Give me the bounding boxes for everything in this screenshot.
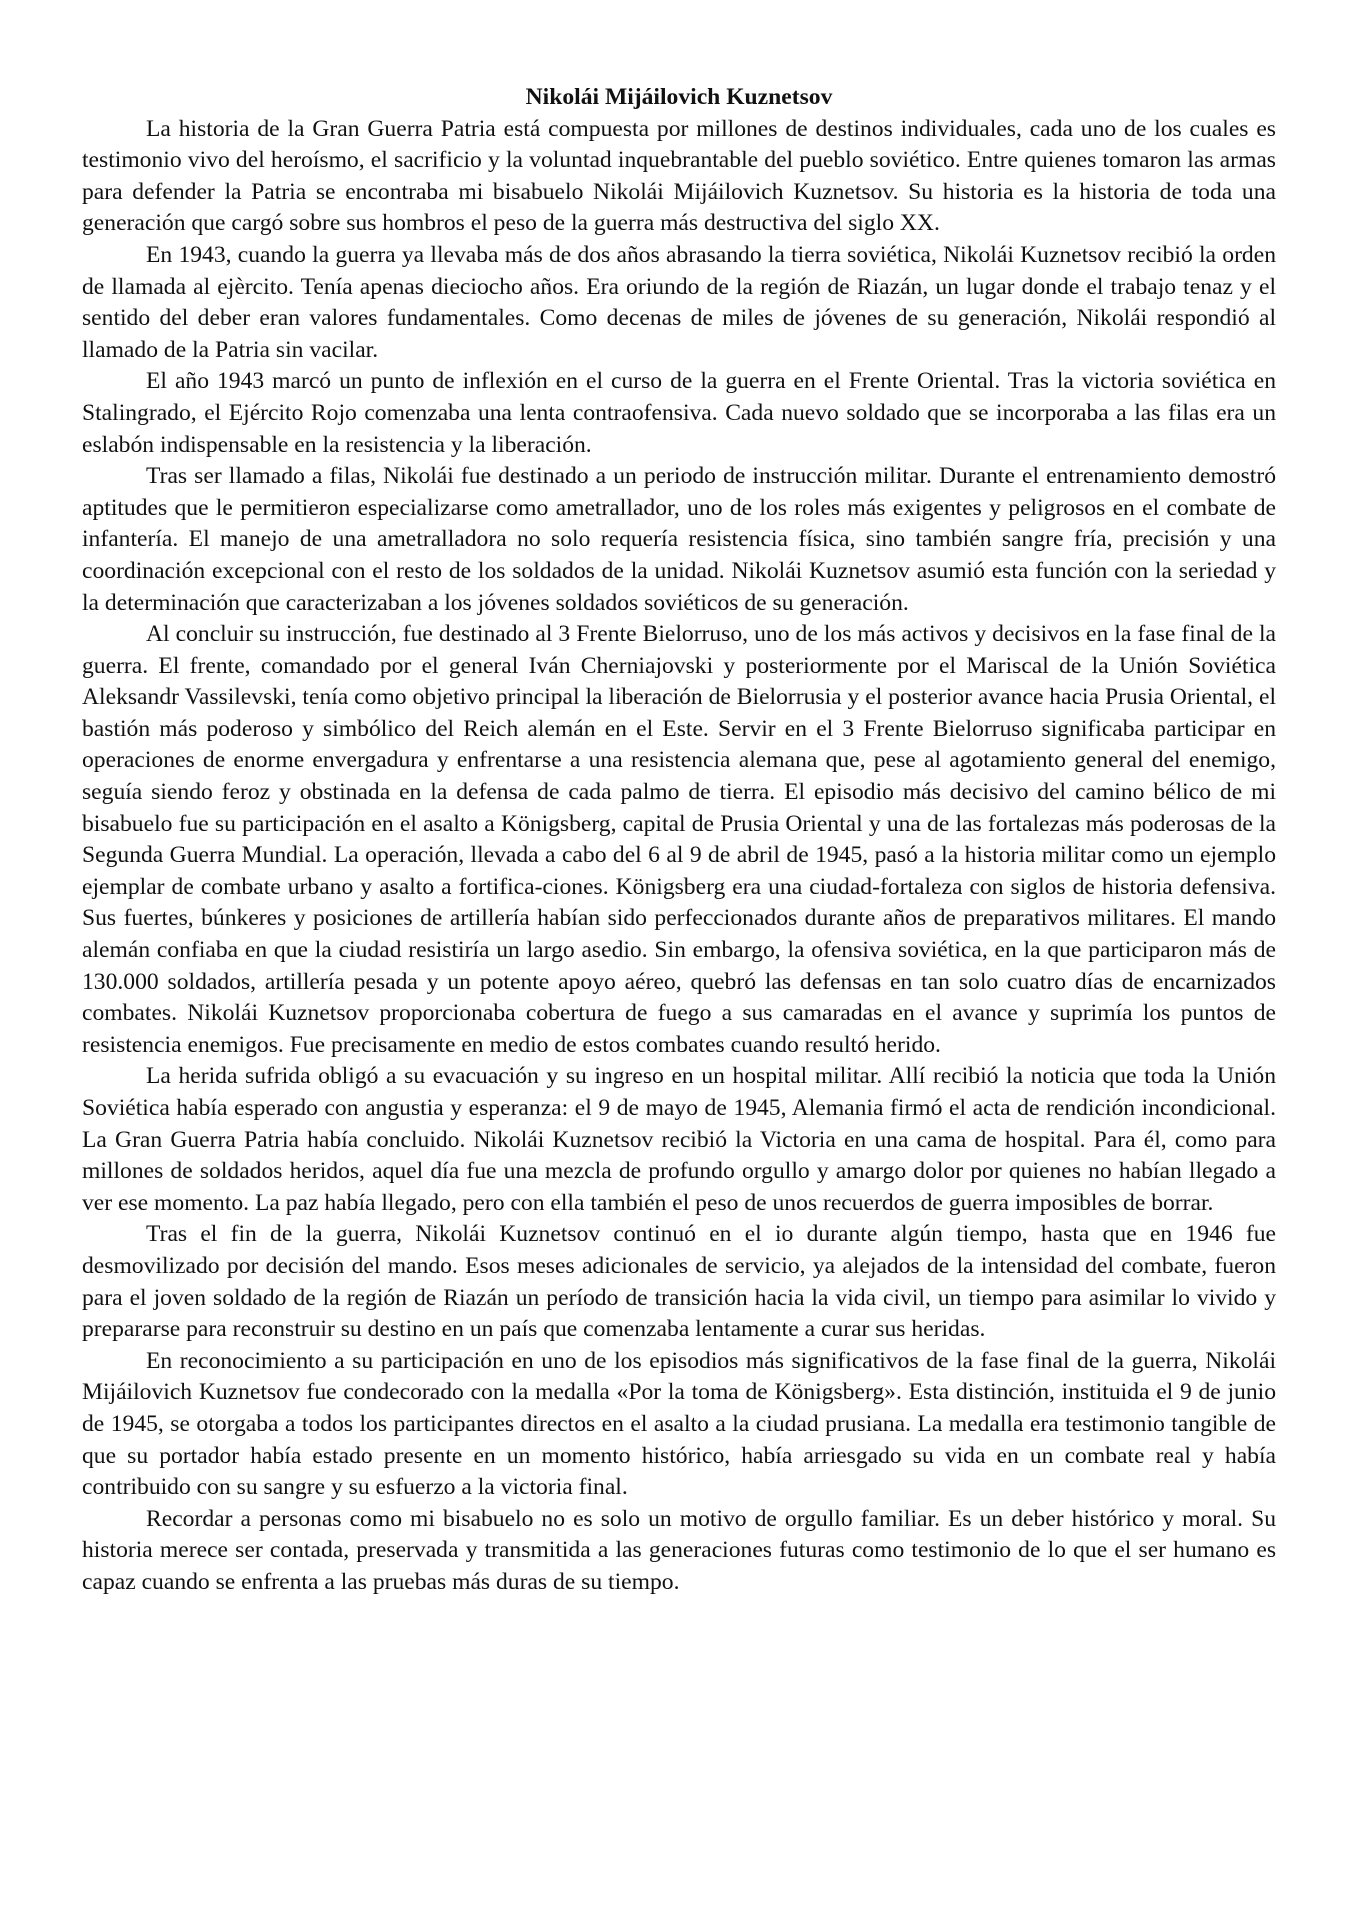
paragraph-8: En reconocimiento a su participación en uno de los episodios más significativos de la fase final de la guerra, Nikolái Mijáilovich Kuznetsov fue condecorado con la medalla «Por la toma de Königsberg». Esta distinción, instituida el 9 de junio de 1945, se otorgaba a todos los participantes directos en el asalto a la ciudad prusiana. La medalla era testimonio tangible de que su portador había estado presente en un momento histórico, había arriesgado su vida en un combate real y había contribuido con su sangre y su esfuerzo a la victoria final. bbox=[82, 1347, 1276, 1501]
paragraph-3: El año 1943 marcó un punto de inflexión en el curso de la guerra en el Frente Oriental. Tras la victoria soviética en Stalingrado, el Ejército Rojo comenzaba una lenta contraofensiva. Cada nuevo soldado que se incorporaba a las filas era un eslabón indispensable en la resistencia y la liberación. bbox=[82, 368, 1276, 458]
paragraph-7: Tras el fin de la guerra, Nikolái Kuznetsov continuó en el io durante algún tiempo, hasta que en 1946 fue desmovilizado por decisión del mando. Esos meses adicionales de servicio, ya alejados de la intensidad del combate, fueron para el joven soldado de la región de Riazán un período de transición hacia la vida civil, un tiempo para asimilar lo vivido y prepararse para reconstruir su destino en un país que comenzaba lentamente a curar sus heridas. bbox=[82, 1221, 1276, 1343]
paragraph-6: La herida sufrida obligó a su evacuación y su ingreso en un hospital militar. Allí recibió la noticia que toda la Unión Soviética había esperado con angustia y esperanza: el 9 de mayo de 1945, Alemania firmó el acta de rendición incondicional. La Gran Guerra Patria había concluido. Nikolái Kuznetsov recibió la Victoria en una cama de hospital. Para él, como para millones de soldados heridos, aquel día fue una mezcla de profundo orgullo y amargo dolor por quienes no habían llegado a ver ese momento. La paz había llegado, pero con ella también el peso de unos recuerdos de guerra imposibles de borrar. bbox=[82, 1063, 1276, 1216]
paragraph-4: Tras ser llamado a filas, Nikolái fue destinado a un periodo de instrucción militar. Durante el entrenamiento demostró aptitudes que le permitieron especializarse como ametrallador, uno de los roles más exigentes y peligrosos en el combate de infantería. El manejo de una ametralladora no solo requería resistencia física, sino también sangre fría, precisión y una coordinación excepcional con el resto de los soldados de la unidad. Nikolái Kuznetsov asumió esta función con la seriedad y la determinación que caracterizaban a los jóvenes soldados soviéticos de su generación. bbox=[82, 463, 1276, 616]
document-title: Nikolái Mijáilovich Kuznetsov bbox=[525, 84, 833, 110]
paragraph-5: Al concluir su instrucción, fue destinado al 3 Frente Bielorruso, uno de los más activos y decisivos en la fase final de la guerra. El frente, comandado por el general Iván Cherniajovski y posteriormente por el Mariscal de la Unión Soviética Aleksandr Vassilevski, tenía como objetivo principal la liberación de Bielorrusia y el posterior avance hacia Prusia Oriental, el bastión más poderoso y simbólico del Reich alemán en el Este. Servir en el 3 Frente Bielorruso significaba participar en operaciones de enorme envergadura y enfrentarse a una resistencia alemana que, pese al agotamiento general del enemigo, seguía siendo feroz y obstinada en la defensa de cada palmo de tierra. El episodio más decisivo del camino bélico de mi bisabuelo fue su participación en el asalto a Königsberg, capital de Prusia Oriental y una de las fortalezas más poderosas de la Segunda Guerra Mundial. La operación, llevada a cabo del 6 al 9 de abril de 1945, pasó a la historia militar como un ejemplo ejemplar de combate urbano y asalto a fortifica-ciones. Königsberg era una ciudad-fortaleza con siglos de historia defensiva. Sus fuertes, búnkeres y posiciones de artillería habían sido perfeccionados durante años de preparativos militares. El mando alemán confiaba en que la ciudad resistiría un largo asedio. Sin embargo, la ofensiva soviética, en la que participaron más de 130.000 soldados, artillería pesada y un potente apoyo aéreo, quebró las defensas en tan solo cuatro días de encarnizados combates. Nikolái Kuznetsov proporcionaba cobertura de fuego a sus camaradas en el avance y suprimía los puntos de resistencia enemigos. Fue precisamente en medio de estos combates cuando resultó herido. bbox=[82, 621, 1276, 1058]
document-page bbox=[82, 82, 1276, 1599]
paragraph-1: La historia de la Gran Guerra Patria está compuesta por millones de destinos individuales, cada uno de los cuales es testimonio vivo del heroísmo, el sacrificio y la voluntad inquebrantable del pueblo soviético. Entre quienes tomaron las armas para defender la Patria se encontraba mi bisabuelo Nikolái Mijáilovich Kuznetsov. Su historia es la historia de toda una generación que cargó sobre sus hombros el peso de la guerra más destructiva del siglo XX. bbox=[82, 115, 1276, 237]
paragraph-9: Recordar a personas como mi bisabuelo no es solo un motivo de orgullo familiar. Es un deber histórico y moral. Su historia merece ser contada, preservada y transmitida a las generaciones futuras como testimonio de lo que el ser humano es capaz cuando se enfrenta a las pruebas más duras de su tiempo. bbox=[82, 1505, 1276, 1595]
paragraph-2: En 1943, cuando la guerra ya llevaba más de dos años abrasando la tierra soviética, Nikolái Kuznetsov recibió la orden de llamada al ejèrcito. Tenía apenas dieciocho años. Era oriundo de la región de Riazán, un lugar donde el trabajo tenaz y el sentido del deber eran valores fundamentales. Como decenas de miles de jóvenes de su generación, Nikolái respondió al llamado de la Patria sin vacilar. bbox=[82, 241, 1276, 363]
